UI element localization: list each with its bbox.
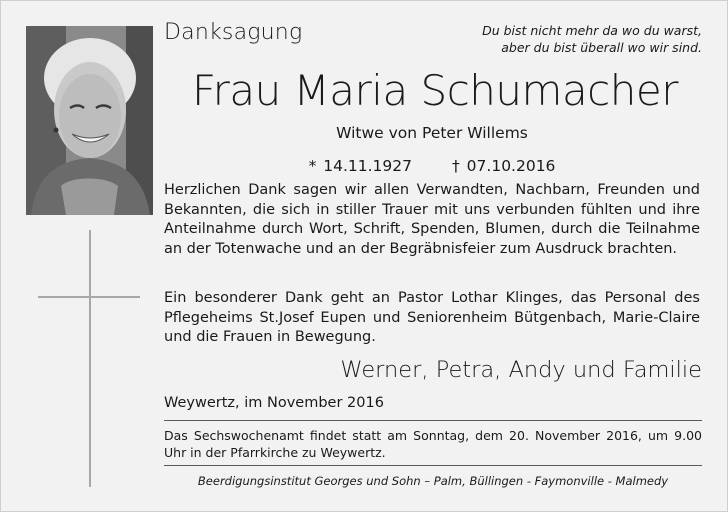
undertaker-line: Beerdigungsinstitut Georges und Sohn – Palm, Büllingen - Faymonville - Malmedy: [197, 474, 669, 488]
deceased-name: Frau Maria Schumacher: [191, 66, 679, 115]
portrait-photo: [26, 26, 153, 215]
special-thanks-paragraph: Ein besonderer Dank geht an Pastor Lothar Klinges, das Personal des Pflegeheims St.Josef Eupen und Seniorenheim Bütgenbach, Marie-Claire und die Frauen in Bewegung.: [164, 290, 700, 345]
widow-of: Witwe von Peter Willems: [336, 124, 528, 142]
quote: [422, 22, 702, 56]
death-date: † 07.10.2016: [452, 157, 556, 175]
cross-vertical: [89, 230, 91, 487]
birth-date: * 14.11.1927: [308, 157, 412, 175]
heading: Danksagung: [164, 20, 303, 45]
quote-line-1: Du bist nicht mehr da wo du warst,: [482, 23, 702, 38]
portrait-illustration: [26, 26, 153, 215]
place-date: Weywertz, im November 2016: [164, 395, 384, 411]
thanks-paragraph: Herzlichen Dank sagen wir allen Verwandten, Nachbarn, Freunden und Bekannten, die sich in stiller Trauer mit uns verbunden fühlten und ihre Anteilnahme durch Wort, Schrift, Spenden, Blumen, durch die Teilnahme an der Totenwache und an der Begräbnisfeier zum Ausdruck brachten.: [164, 182, 700, 257]
family-signature: Werner, Petra, Andy und Familie: [340, 357, 702, 383]
quote-line-2: aber du bist überall wo wir sind.: [501, 40, 702, 55]
cross-horizontal: [38, 296, 140, 298]
divider-top: [164, 420, 702, 421]
mass-notice: Das Sechswochenamt findet statt am Sonntag, dem 20. November 2016, um 9.00 Uhr in der Pfarrkirche zu Weywertz.: [164, 428, 702, 460]
divider-bottom: [164, 465, 702, 466]
life-dates: [164, 157, 700, 175]
